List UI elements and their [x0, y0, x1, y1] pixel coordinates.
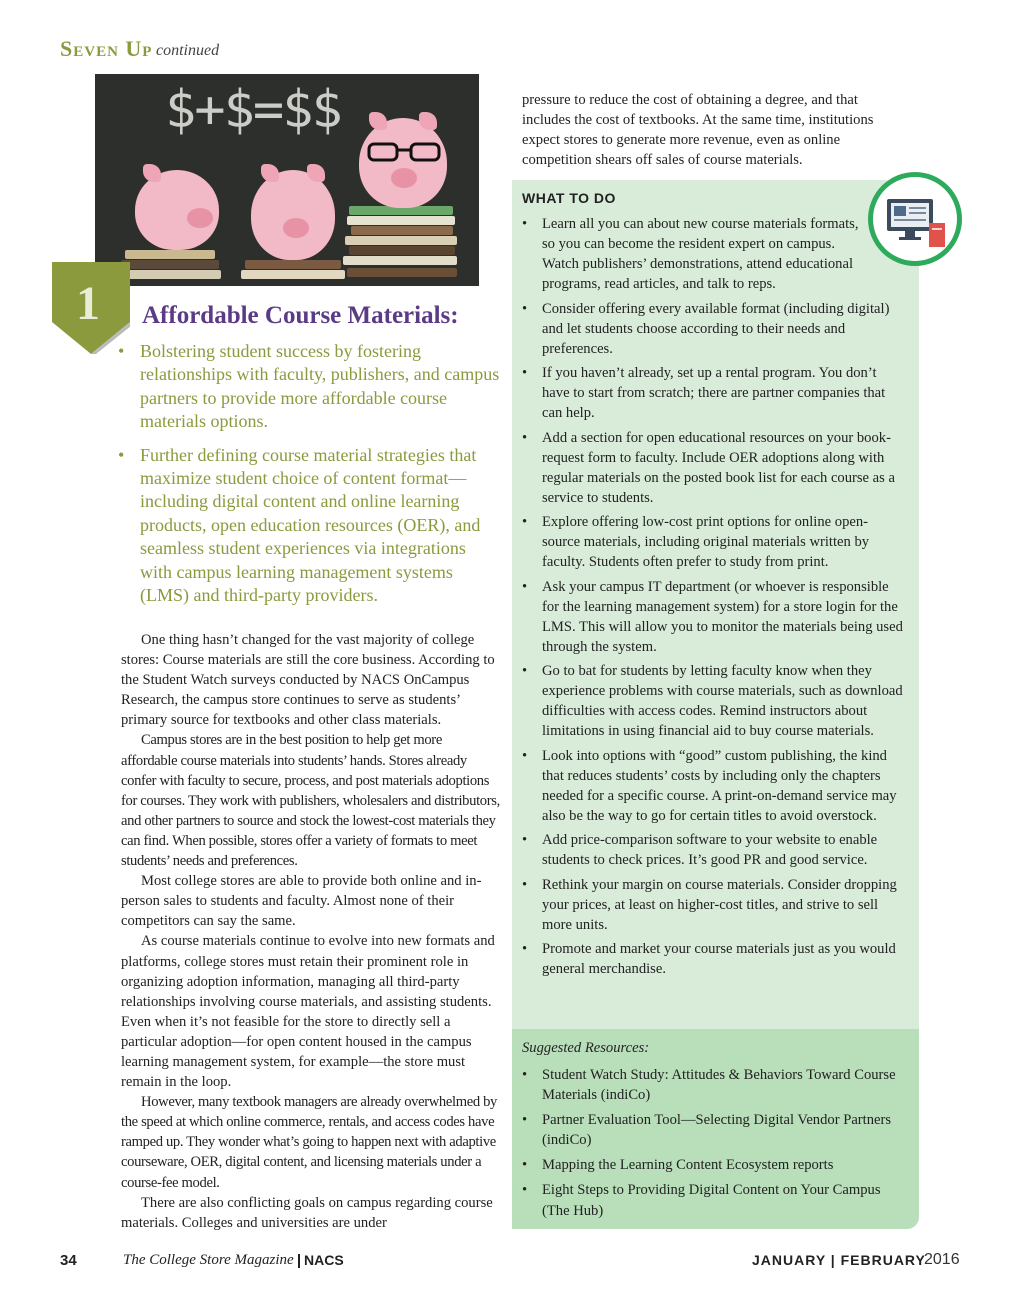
resource-item: • Eight Steps to Providing Digital Content on Your Campus (The Hub) [522, 1180, 906, 1220]
book [347, 216, 455, 225]
piggy-bank-photo [95, 74, 479, 286]
what-to-do-list [522, 214, 906, 983]
todo-item: • Look into options with “good” custom publishing, the kind that reduces students’ costs by including only the chapters needed for a specific course. A print-on-demand service may also be the way to go for certain titles to avoid overstock. [522, 746, 906, 826]
footer-divider [298, 1254, 300, 1268]
book [351, 226, 453, 235]
chalkboard-equation: $+$=$$ [165, 80, 341, 140]
todo-item: • Add a section for open educational resources on your book-request form to faculty. Include OER adoptions along with regular materials on the posted book list for each course as a service to students. [522, 428, 906, 508]
todo-item: • Ask your campus IT department (or whoever is responsible for the learning management system) for a store login for the LMS. This will allow you to monitor the materials being used through the system. [522, 577, 906, 657]
magazine-title: The College Store Magazine [123, 1252, 294, 1268]
todo-item: • Learn all you can about new course materials formats, so you can become the resident expert on campus. Watch publishers’ demonstrations, attend educational programs, read articles, and talk to reps. [522, 214, 906, 294]
book [345, 236, 457, 245]
goal-item: • Further defining course material strategies that maximize student choice of content format—including digital content and online learning products, open education resources (OER), and seamless student experiences via integrations with campus learning management systems (LMS) and third-party providers. [118, 444, 502, 608]
page-number: 34 [60, 1252, 77, 1269]
resource-item: • Student Watch Study: Attitudes & Behaviors Toward Course Materials (indiCo) [522, 1065, 906, 1105]
book [119, 270, 221, 279]
body-text [121, 630, 501, 1233]
resource-item: • Partner Evaluation Tool—Selecting Digital Vendor Partners (indiCo) [522, 1110, 906, 1150]
book [343, 256, 457, 265]
section-heading: Affordable Course Materials: [142, 302, 459, 329]
body-paragraph: Most college stores are able to provide both online and in-person sales to students and faculty. Almost none of their competitors can say the same. [121, 873, 482, 930]
todo-item: • Consider offering every available format (including digital) and let students choose according to their needs and preferences. [522, 299, 906, 359]
resource-item: • Mapping the Learning Content Ecosystem reports [522, 1155, 906, 1175]
todo-item: • Add price-comparison software to your website to enable students to check prices. It’s good PR and good service. [522, 830, 906, 870]
body-paragraph: There are also conflicting goals on campus regarding course materials. Colleges and universities are under [121, 1194, 493, 1231]
body-paragraph: One thing hasn’t changed for the vast majority of college stores: Course materials are still the core business. According to the Student Watch surveys conducted by NACS OnCampus Research, the campus store continues to serve as students’ primary source for textbooks and other class materials. [121, 632, 495, 729]
issue-year: 2016 [924, 1251, 960, 1268]
intro-continued-text: pressure to reduce the cost of obtaining a degree, and that includes the cost of textbooks. At the same time, institutions expect stores to generate more revenue, even as online competition shears off sales of course materials. [522, 92, 874, 169]
section-continued-label: continued [156, 42, 220, 59]
todo-item: • Rethink your margin on course materials. Consider dropping your prices, at least on higher-cost titles, and strive to sell more units. [522, 875, 906, 935]
issue-date: JANUARY | FEBRUARY [752, 1252, 926, 1268]
todo-item: • Promote and market your course materials just as you would general merchandise. [522, 939, 906, 979]
todo-item: • Go to bat for students by letting faculty know when they experience problems with course materials, such as download difficulties with access codes. Remind instructors about limitations in using financial aid to buy course materials. [522, 661, 906, 741]
goals-list [118, 340, 502, 617]
section-title: Seven Up [60, 36, 153, 61]
piggy-bank [251, 170, 335, 260]
resources-title: Suggested Resources: [522, 1040, 650, 1056]
book [349, 246, 455, 255]
todo-item: • Explore offering low-cost print options for online open-source materials, including original materials written by faculty. Students often prefer to study from print. [522, 512, 906, 572]
goal-item: • Bolstering student success by fostering relationships with faculty, publishers, and campus partners to provide more affordable course materials options. [118, 340, 502, 434]
eyeglasses-icon [365, 140, 445, 164]
book [347, 268, 457, 277]
book [241, 270, 345, 279]
body-paragraph: However, many textbook managers are already overwhelmed by the speed at which online commerce, rentals, and access codes have ramped up. They wonder what’s going to happen next with adaptive courseware, OER, digital content, and licensing materials under a course-fee model. [121, 1094, 497, 1191]
todo-item: • If you haven’t already, set up a rental program. You don’t have to start from scratch; there are partner companies that can help. [522, 363, 906, 423]
body-paragraph: As course materials continue to evolve into new formats and platforms, college stores must retain their prominent role in organizing adoption information, managing all third-party relationships involving course materials, and assisting students. Even when it’s not feasible for the store to directly sell a particular adoption—for open content housed in the campus learning management system, for example—the store must remain in the loop. [121, 933, 495, 1091]
book [121, 260, 219, 269]
section-number: 1 [76, 277, 100, 330]
body-paragraph: Campus stores are in the best position to help get more affordable course materials into students’ hands. Stores already confer with faculty to secure, process, and post materials adoptions for courses. They work with publishers, wholesalers and distributors, and other partners to source and stock the lowest-cost materials they can find. When possible, stores offer a variety of formats to meet students’ needs and preferences. [121, 732, 500, 870]
what-to-do-title: WHAT TO DO [522, 190, 616, 206]
publisher-name: NACS [304, 1252, 344, 1268]
book [245, 260, 341, 269]
piggy-bank [135, 170, 219, 250]
book [125, 250, 215, 259]
resources-list [522, 1065, 906, 1226]
